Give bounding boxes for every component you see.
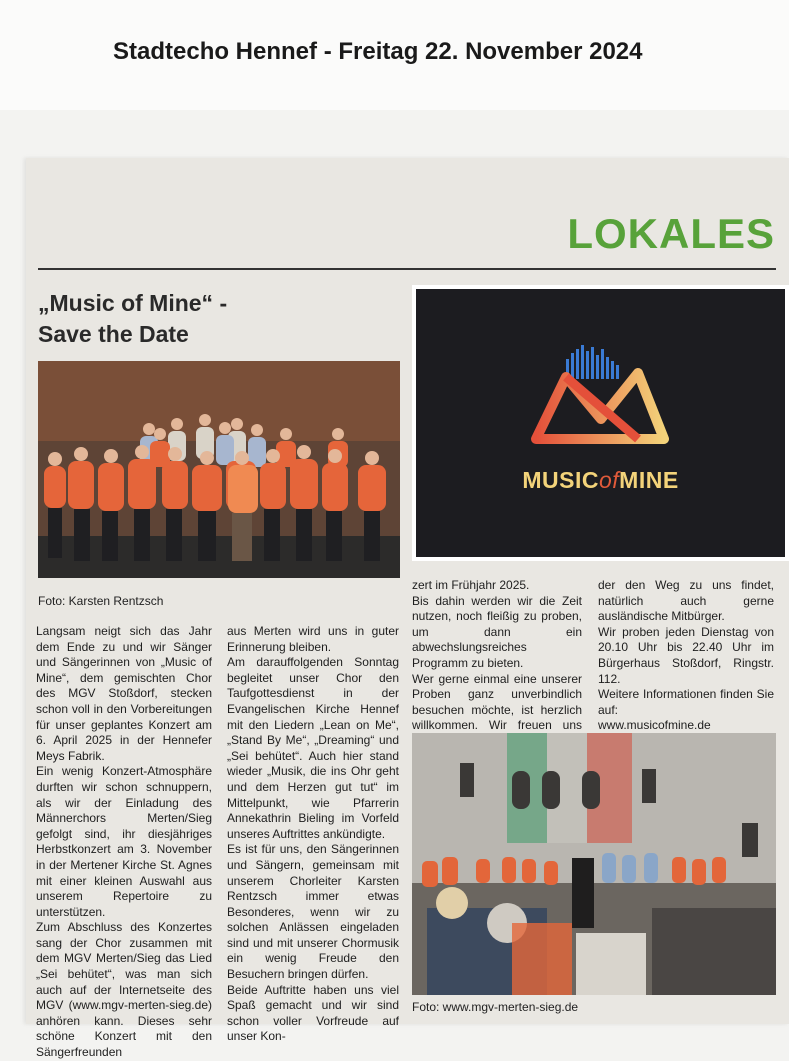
col2-paragraph-3: Es ist für uns, den Sängerinnen und Sängern, gemeinsam mit unserem Chorleiter Karsten Rentzsch immer etwas Besonderes, wenn wir zu solchen Anlässen eingeladen sind und mit unserer Chormusik ein wenig Freude den Besuchern bringen dürfen. [227,842,399,982]
logo-wordmark [416,467,785,494]
photo1-caption: Foto: Karsten Rentzsch [38,594,164,608]
newspaper-header: Stadtecho Hennef - Freitag 22. November 2024 [113,38,643,65]
col3-paragraph-2: Bis dahin werden wir die Zeit nutzen, noch fleißig zu proben, um dann ein abwechslungsreiches Programm zu bieten. [412,593,582,670]
logo-symbol-icon [416,289,785,557]
col2-paragraph-1: aus Merten wird uns in guter Erinnerung bleiben. [227,624,399,654]
col2-paragraph-2: Am darauffolgenden Sonntag begleitet unser Chor den Taufgottesdienst in der Evangelischen Kirche Hennef mit den Liedern „Lean on Me“, „Stand By Me“, „Dreaming“ und „Sei behütet“. Auch hier stand wieder „Musik, die ins Ohr geht und dem Herzen gut tut“ im Mittelpunkt, wie Pfarrerin Annekathrin Bieling im Vorfeld unseres Auftrittes ankündigte. [227,655,399,841]
article-column-3 [412,578,582,750]
col4-paragraph-3: Weitere Informationen finden Sie auf: [598,687,774,717]
headline-line-2: Save the Date [38,321,189,347]
newspaper-clipping [26,158,789,1060]
col3-paragraph-3: Wer gerne einmal eine unserer Proben ganz unverbindlich besuchen möchte, ist herzlich willkommen. Wir freuen uns [412,671,582,733]
headline-line-1: „Music of Mine“ - [38,290,228,316]
col1-paragraph-3: Zum Abschluss des Konzertes sang der Chor zusammen mit dem MGV Merten/Sieg das Lied „Sei behütet“, was man sich auch auf der Internetseite des MGV (www.mgv-merten-sieg.de) anhören kann. Dieses sehr schöne Konzert mit den Sängerfreunden [36,920,212,1060]
col1-paragraph-2: Ein wenig Konzert-Atmosphäre durften wir schon schnuppern, als wir der Einladung des Männerchors Merten/Sieg gefolgt sind, ihr diesjähriges Herbstkonzert am 3. November in der Mertener Kirche St. Agnes mit einer kleinen Auswahl aus unserem Repertoire zu unterstützen. [36,764,212,919]
col4-website: www.musicofmine.de [598,718,711,733]
article-column-2 [227,624,399,1045]
article-column-1 [36,624,212,1061]
church-concert-photo [412,733,776,995]
col2-paragraph-4: Beide Auftritte haben uns viel Spaß gemacht und wir sind schon voller Vorfreude auf unser Kon- [227,982,399,1044]
col1-paragraph-1: Langsam neigt sich das Jahr dem Ende zu und wir Sänger und Sängerinnen von „Music of Mine“, dem gemischten Chor des MGV Stoßdorf, stecken schon voll in den Vorbereitungen für unser geplantes Konzert am 6. April 2025 in der Hennefer Meys Fabrik. [36,624,212,763]
section-rule [38,268,776,270]
photo2-caption: Foto: www.mgv-merten-sieg.de [412,1000,579,1014]
choir-photo [38,361,400,578]
music-of-mine-logo-frame [412,285,789,561]
logo-word-music: MUSIC [522,467,599,493]
section-label: LOKALES [567,210,775,257]
music-of-mine-logo [416,289,785,557]
col4-paragraph-2: Wir proben jeden Dienstag von 20.10 Uhr bis 22.40 Uhr im Bürgerhaus Stoßdorf, Ringstr. 112. [598,624,774,686]
newspaper-top-sheet [0,0,789,110]
choir-photo-illustration [38,361,400,578]
logo-word-mine: MINE [619,467,679,493]
col4-paragraph-1: der den Weg zu uns findet, natürlich auch gerne ausländische Mitbürger. [598,578,774,624]
church-photo-illustration [412,733,776,995]
col3-paragraph-1: zert im Frühjahr 2025. [412,578,530,592]
article-column-4 [598,578,774,734]
article-headline [38,288,398,350]
logo-word-of: of [598,467,620,493]
